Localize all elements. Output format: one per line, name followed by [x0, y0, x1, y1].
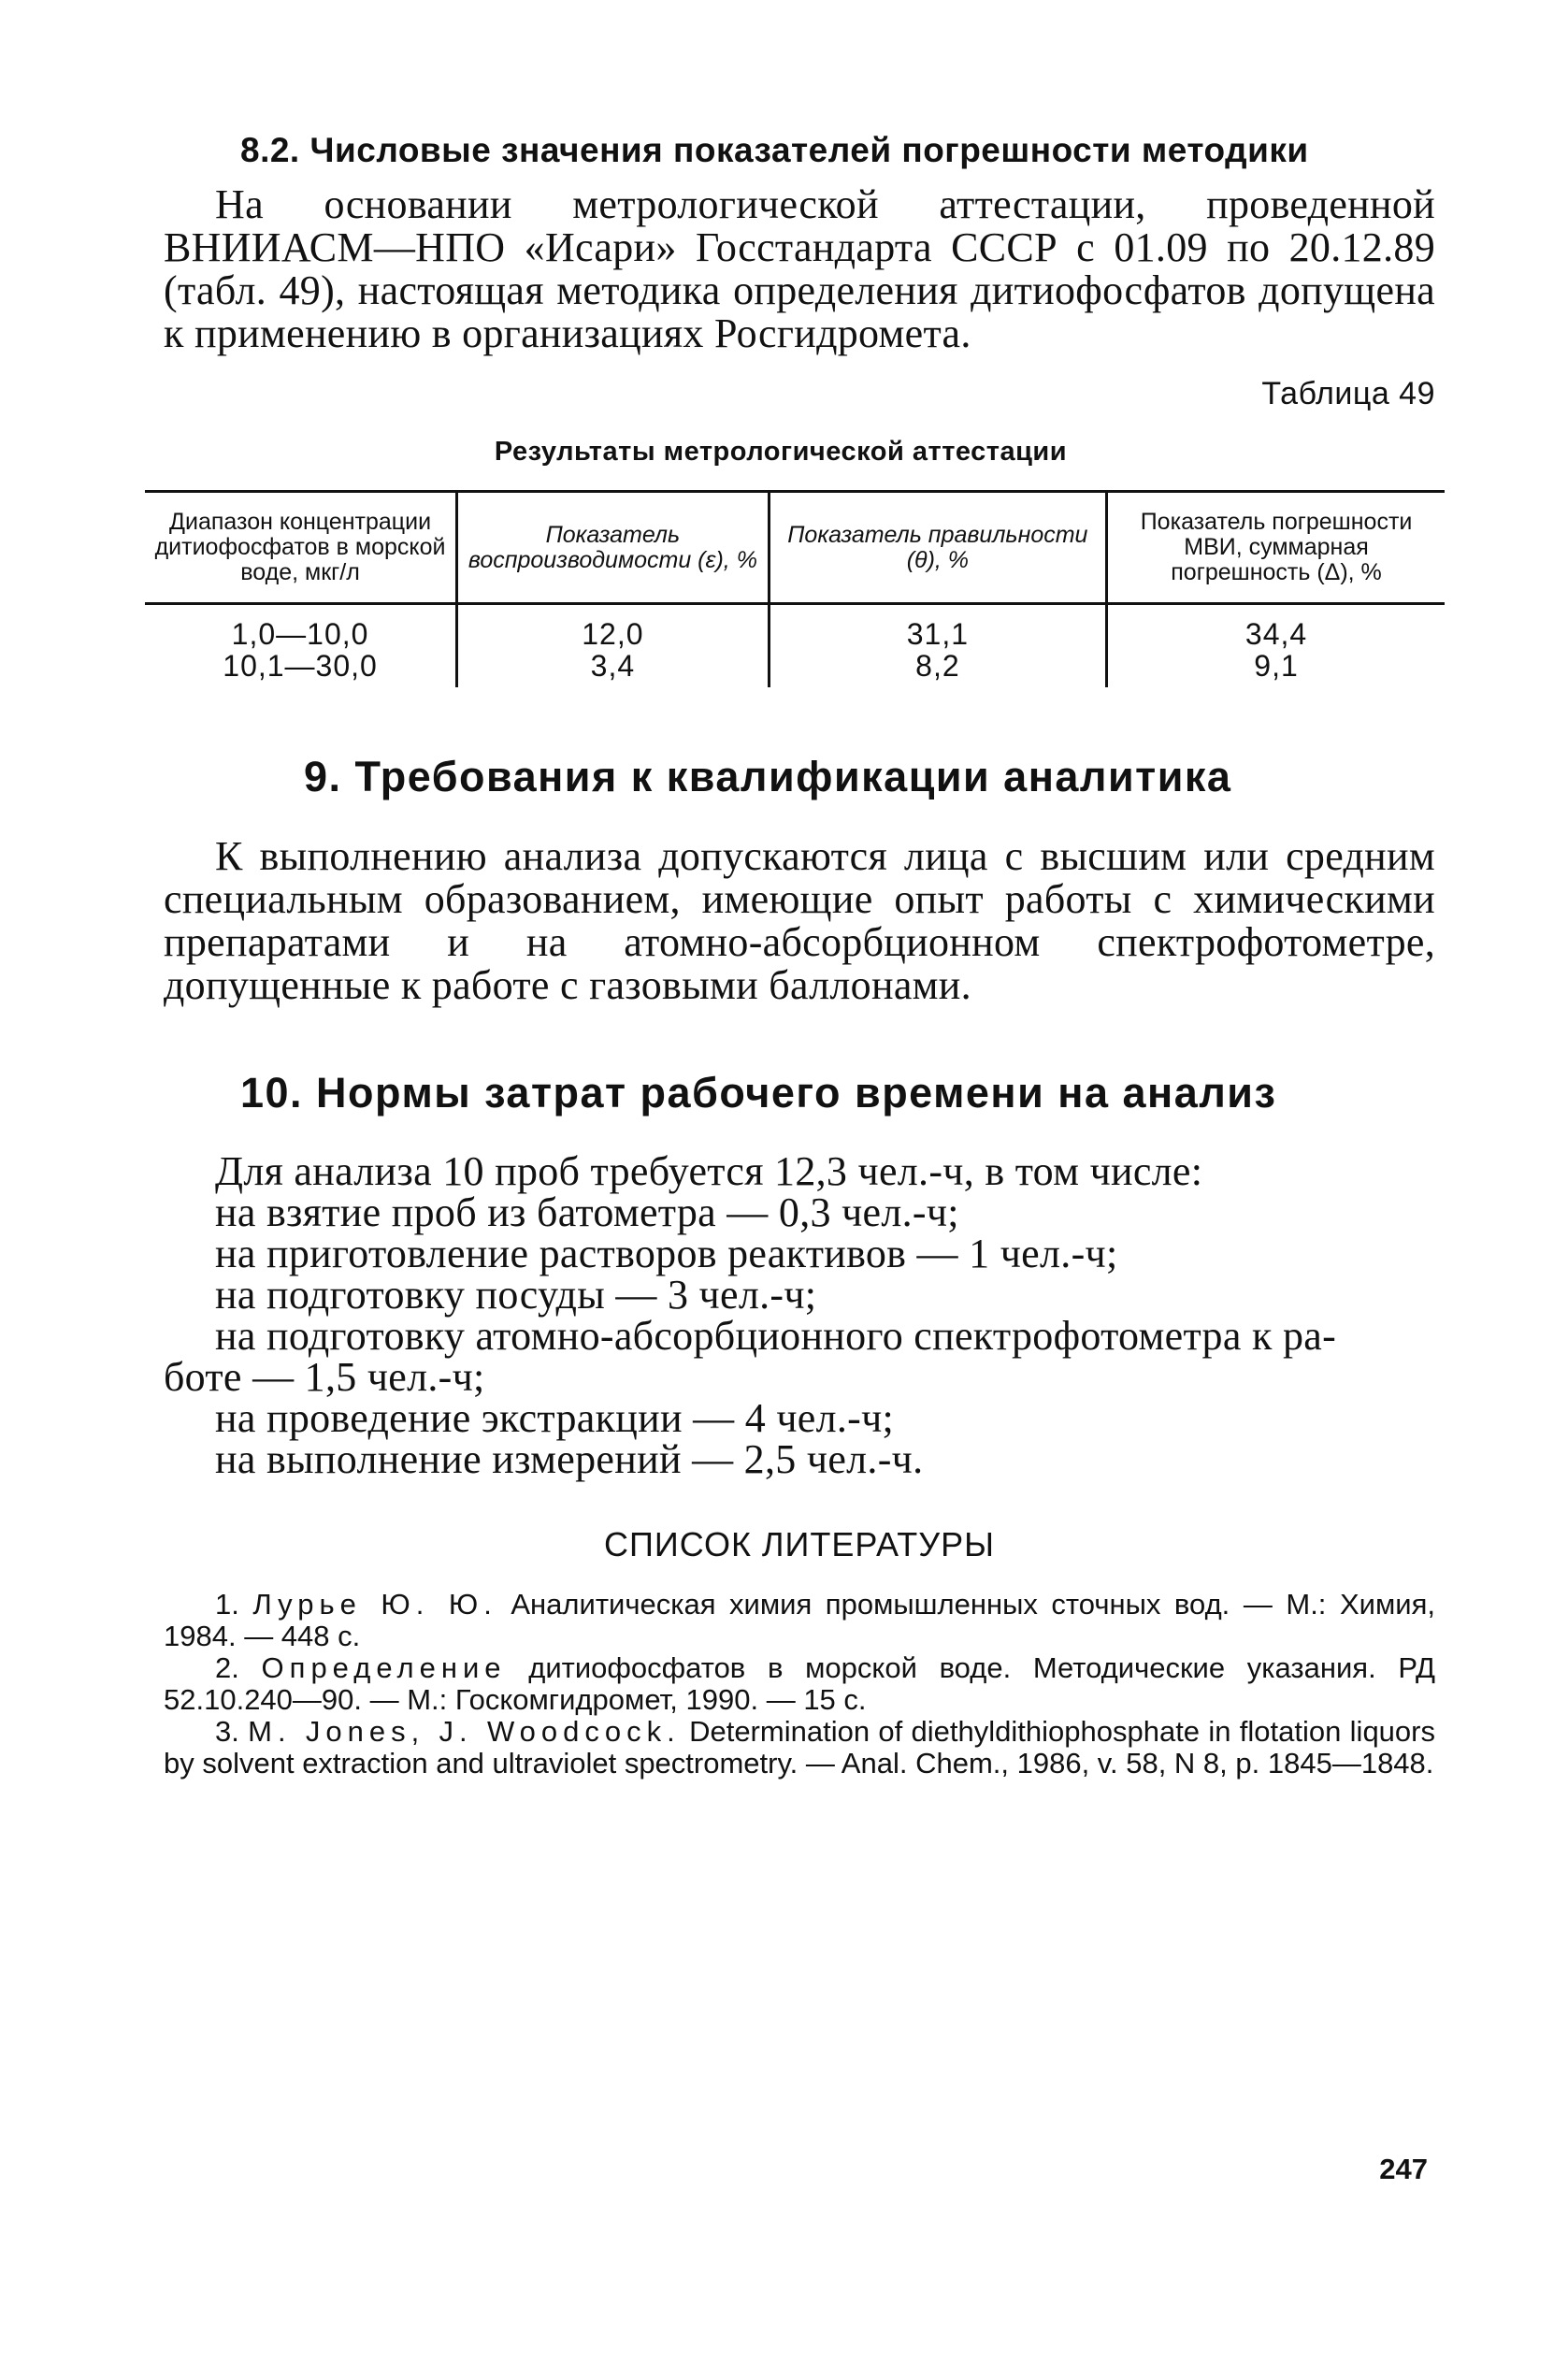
table-number: Таблица 49	[1261, 376, 1435, 411]
time-norm-line: на приготовление растворов реактивов — 1 чел.-ч;	[215, 1231, 1118, 1276]
attestation-results-table	[145, 490, 1445, 687]
header-concentration-range: Диапазон концентрации дитиофосфатов в морской воде, мкг/л	[145, 492, 457, 604]
table-row	[145, 604, 1445, 688]
time-norm-line: боте — 1,5 чел.-ч;	[164, 1354, 485, 1400]
page-number: 247	[1379, 2153, 1428, 2185]
cell-value: 12,0	[582, 617, 644, 651]
reference-number: 1.	[215, 1588, 239, 1621]
header-total-error: Показатель погрешности МВИ, суммарная погрешность (Δ), %	[1107, 492, 1445, 604]
table-cell	[1107, 604, 1445, 688]
reference-text: дитиофосфатов в морской воде. Методические указания. РД 52.10.240—90. — М.: Госкомгидромет, 1990. — 15 с.	[164, 1651, 1435, 1716]
time-norm-line: Для анализа 10 проб требуется 12,3 чел.-ч, в том числе:	[215, 1148, 1203, 1194]
references-title: СПИСОК ЛИТЕРАТУРЫ	[604, 1525, 995, 1563]
time-norm-line: на подготовку посуды — 3 чел.-ч;	[215, 1272, 817, 1318]
reference-author: M. Jones, J. Woodcock.	[248, 1715, 681, 1748]
references-list	[164, 1589, 1435, 1779]
section-10-title: 10. Нормы затрат рабочего времени на анализ	[240, 1069, 1277, 1117]
time-norm-line: на выполнение измерений — 2,5 чел.-ч.	[215, 1436, 924, 1482]
document-page	[154, 131, 1435, 1779]
cell-value: 1,0—10,0	[231, 617, 369, 651]
table-cell	[145, 604, 457, 688]
cell-value: 34,4	[1244, 617, 1308, 651]
table-cell	[769, 604, 1106, 688]
qualification-paragraph: К выполнению анализа допускаются лица с высшим или средним специальным образованием, имеющие опыт работы с химическими препаратами и на атомно-абсорбционном спектрофотометре, допущенные к работе с газовыми баллонами.	[164, 833, 1435, 1008]
table-caption: Результаты метрологической аттестации	[494, 437, 1068, 467]
cell-value: 8,2	[915, 649, 960, 683]
time-norm-line: на взятие проб из батометра — 0,3 чел.-ч;	[215, 1189, 959, 1235]
section-9-title: 9. Требования к квалификации аналитика	[304, 753, 1232, 800]
time-norm-line: на проведение экстракции — 4 чел.-ч;	[215, 1395, 895, 1441]
cell-value: 9,1	[1254, 649, 1299, 683]
attestation-paragraph: На основании метрологической аттестации, проведенной ВНИИАСМ—НПО «Исари» Госстандарта СССР с 01.09 по 20.12.89 (табл. 49), настоящая методика определения дитиофосфатов допущена к применению в организациях Росгидромета.	[164, 181, 1435, 356]
table-header-row	[145, 492, 1445, 604]
header-reproducibility: Показатель воспроизводимости (ε), %	[457, 492, 770, 604]
table-cell	[457, 604, 770, 688]
subsection-title: 8.2. Числовые значения показателей погрешности методики	[240, 131, 1309, 169]
reference-item	[164, 1589, 1435, 1652]
reference-number: 3.	[215, 1715, 239, 1748]
cell-value: 10,1—30,0	[223, 649, 378, 683]
reference-text: Determination of diethyldithiophosphate in flotation liquors by solvent extraction and ultraviolet spectrometry. — Anal. Chem., 1986, v. 58, N 8, p. 1845—1848.	[164, 1715, 1435, 1779]
reference-author: Лурье Ю. Ю.	[252, 1588, 497, 1621]
time-norm-line: на подготовку атомно-абсорбционного спектрофотометра к ра-	[215, 1313, 1337, 1359]
reference-text: Аналитическая химия промышленных сточных вод. — М.: Химия, 1984. — 448 с.	[164, 1588, 1435, 1652]
header-correctness: Показатель правильности (θ), %	[769, 492, 1106, 604]
reference-author: Определение	[261, 1651, 507, 1684]
reference-item	[164, 1716, 1435, 1779]
reference-number: 2.	[215, 1651, 239, 1684]
cell-value: 3,4	[590, 649, 636, 683]
reference-item	[164, 1652, 1435, 1716]
time-norms-list	[164, 1148, 1435, 1482]
cell-value: 31,1	[906, 617, 970, 651]
